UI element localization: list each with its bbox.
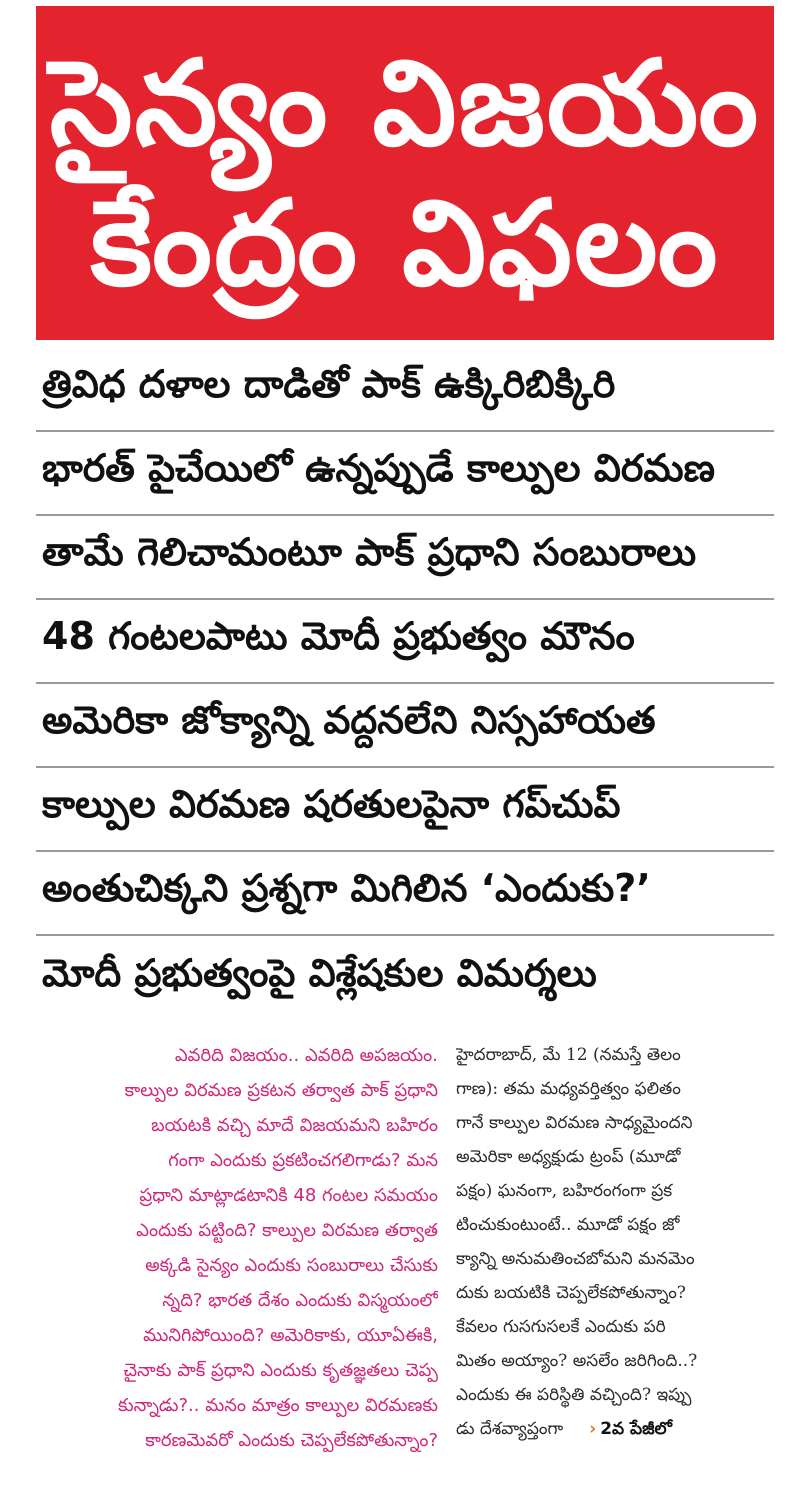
article-line: కేవలం గుసగుసలకే ఎందుకు పరి xyxy=(456,1317,666,1337)
sidebar-line: మునిగిపోయింది? అమెరికాకు, యూఏఈకి, xyxy=(143,1325,438,1346)
sidebar-line: కున్నాడు?.. మనం మాత్రం కాల్పుల విరమణకు xyxy=(118,1395,438,1416)
article-line: హైదరాబాద్, మే 12 (నమస్తే తెలం xyxy=(456,1045,681,1065)
sidebar-line: చైనాకు పాక్ ప్రధాని ఎందుకు కృతజ్ఞతలు చెప్ప xyxy=(123,1360,438,1381)
article-body xyxy=(456,1038,776,1458)
article-line: మితం అయ్యాం? అసలేం జరిగింది..? xyxy=(456,1351,698,1371)
sidebar-line: అక్కడి సైన్యం ఎందుకు సంబురాలు చేసుకు xyxy=(145,1255,438,1276)
article-line: గానే కాల్పుల విరమణ సాధ్యమైందని xyxy=(456,1113,693,1133)
article-line: అమెరికా అధ్యక్షుడు ట్రంప్ (మూడో xyxy=(456,1147,681,1167)
article-line: టించుకుంటుంటే.. మూడో పక్షం జో xyxy=(456,1215,680,1235)
continued-on-page-label: 2వ పేజీలో xyxy=(600,1419,673,1439)
article-line: ఎందుకు ఈ పరిస్థితి వచ్చింది? ఇప్పు xyxy=(456,1385,692,1405)
subheadline: భారత్ పైచేయిలో ఉన్నప్పుడే కాల్పుల విరమణ xyxy=(36,432,774,516)
sidebar-line: ఎవరిది విజయం.. ఎవరిది అపజయం. xyxy=(174,1045,438,1066)
article-line: గాణ): తమ మధ్యవర్తిత్వం ఫలితం xyxy=(456,1079,681,1099)
subheadline: అంతుచిక్కని ప్రశ్నగా మిగిలిన ‘ఎందుకు?’ xyxy=(36,852,774,936)
subheadline: తామే గెలిచామంటూ పాక్ ప్రధాని సంబురాలు xyxy=(36,516,774,600)
article-line: పక్షం) ఘనంగా, బహిరంగంగా ప్రక xyxy=(456,1181,673,1201)
subheadline: 48 గంటలపాటు మోదీ ప్రభుత్వం మౌనం xyxy=(36,600,774,684)
article-line: డు దేశవ్యాప్తంగా xyxy=(456,1419,564,1439)
article-line: క్యాన్ని అనుమతించబోమని మనమెం xyxy=(456,1249,695,1269)
continuation-row xyxy=(456,1412,776,1446)
sidebar-questions xyxy=(36,1038,438,1458)
subheadline: మోదీ ప్రభుత్వంపై విశ్లేషకుల విమర్శలు xyxy=(42,951,597,995)
sidebar-line: కారణమెవరో ఎందుకు చెప్పలేకపోతున్నాం? xyxy=(145,1430,438,1451)
sidebar-line: ప్రధాని మాట్లాడటానికి 48 గంటల సమయం xyxy=(139,1185,438,1206)
headline-banner xyxy=(36,6,774,340)
sidebar-line: ఎందుకు పట్టింది? కాల్పుల విరమణ తర్వాత xyxy=(136,1220,438,1241)
sidebar-line: గంగా ఎందుకు ప్రకటించగలిగాడు? మన xyxy=(168,1150,438,1171)
subheadline-list xyxy=(36,348,774,1020)
headline-line-2: కేంద్రం విఫలం xyxy=(90,174,720,312)
chevron-right-icon: › xyxy=(589,1419,597,1439)
sidebar-line: న్నది? భారత దేశం ఎందుకు విస్మయంలో xyxy=(162,1290,438,1311)
article-line: దుకు బయటికి చెప్పలేకపోతున్నాం? xyxy=(456,1283,686,1303)
subheadline: త్రివిధ దళాల దాడితో పాక్ ఉక్కిరిబిక్కిరి xyxy=(36,348,774,432)
subheadline: అమెరికా జోక్యాన్ని వద్దనలేని నిస్సహాయత xyxy=(36,684,774,768)
sidebar-line: కాల్పుల విరమణ ప్రకటన తర్వాత పాక్ ప్రధాని xyxy=(124,1080,438,1101)
headline-line-1: సైన్యం విజయం xyxy=(49,34,761,172)
sidebar-line: బయటకి వచ్చి మాదే విజయమని బహిరం xyxy=(151,1115,438,1136)
subheadline: కాల్పుల విరమణ షరతులపైనా గప్‌చుప్ xyxy=(36,768,774,852)
